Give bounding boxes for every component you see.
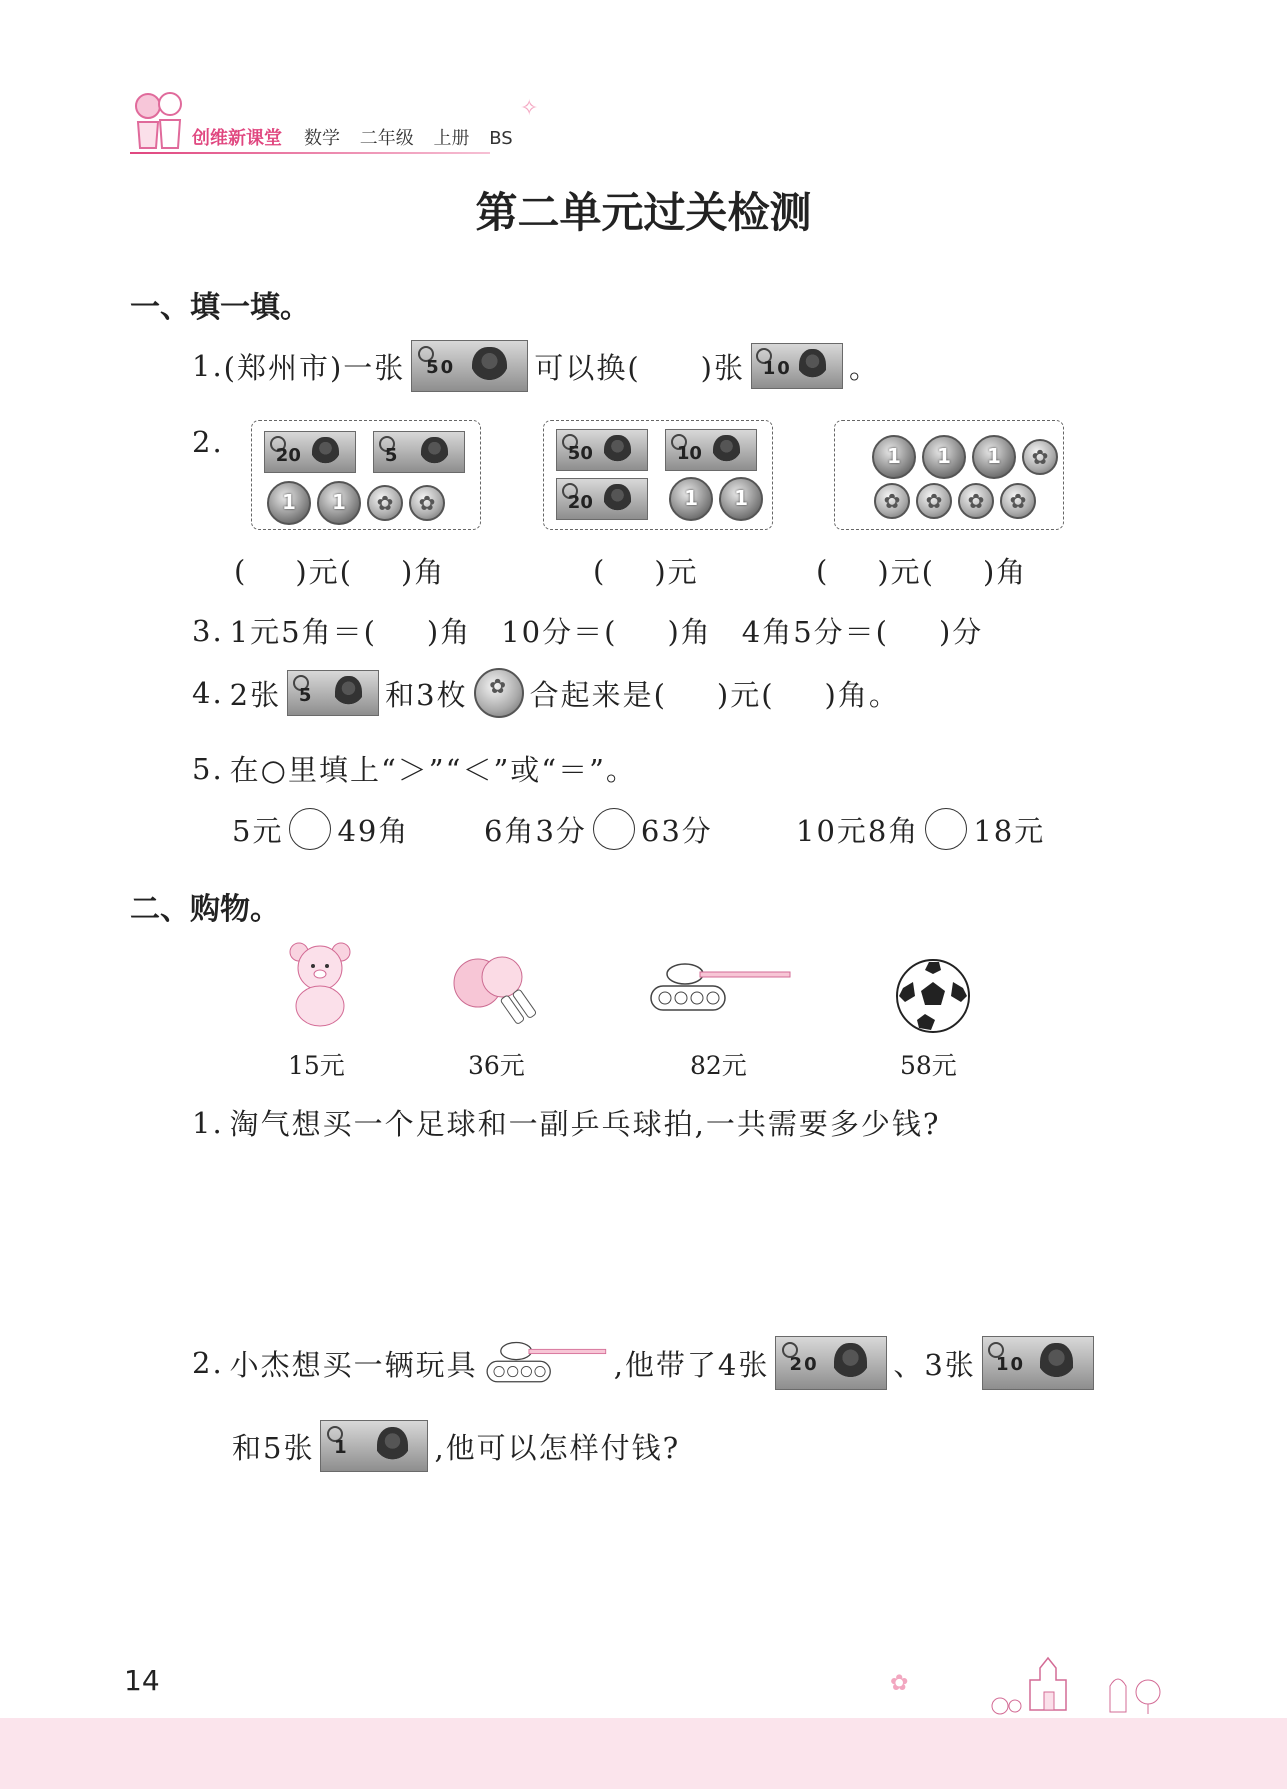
five-yuan-note-icon: 5: [373, 431, 465, 473]
section1-heading: 一、填一填。: [130, 290, 310, 325]
ping-pong-paddles-icon: [452, 955, 542, 1034]
one-jiao-coin-icon: [916, 483, 952, 519]
toy-tank-icon: [482, 1335, 610, 1391]
toy-tank-icon: [645, 958, 795, 1022]
q1-text-c: )张: [700, 350, 745, 385]
header-subject: 数学: [304, 128, 340, 149]
price-soccer-ball: 58元: [900, 1051, 957, 1080]
q2-box-2: [543, 420, 773, 530]
q2-number: 2.: [192, 425, 224, 459]
header-edition: BS: [489, 128, 513, 149]
q3-line: 3. 1元5角＝( )角 10分＝( )角 4角5分＝( )分: [192, 613, 984, 649]
q2-answer-2: ( )元: [593, 553, 699, 589]
q2-answer-1: ( )元( )角: [234, 553, 446, 589]
compare-circle-2[interactable]: [593, 808, 635, 850]
one-jiao-coin-icon: [874, 483, 910, 519]
footer-band: [0, 1718, 1287, 1789]
q5-number: 5.: [192, 751, 224, 786]
one-jiao-coin-icon: [474, 668, 524, 718]
q1-number: 1.: [192, 349, 224, 383]
header-volume: 上册: [433, 128, 470, 149]
q5-line: 5. 在○里填上“＞”“＜”或“＝”。: [192, 751, 637, 787]
one-yuan-coin-icon: 1: [267, 481, 311, 525]
s2-q2-number: 2.: [192, 1346, 224, 1380]
header-grade: 二年级: [359, 128, 414, 149]
header-info: [304, 124, 513, 150]
fifty-yuan-note-icon: 50: [556, 429, 648, 471]
q5-compare-1: 5元 49角: [232, 808, 409, 850]
s2-q1-number: 1.: [192, 1105, 224, 1140]
teddy-bear-icon: [285, 940, 355, 1034]
fifty-yuan-note-icon: 50: [411, 340, 528, 392]
s2-q1-line: 1. 淘气想买一个足球和一副乒乓球拍,一共需要多少钱?: [192, 1105, 941, 1141]
brand-name: 创维新课堂: [192, 128, 282, 149]
five-yuan-note-icon: 5: [287, 670, 379, 716]
q3-number: 3.: [192, 613, 224, 648]
section2-heading: 二、购物。: [130, 892, 280, 927]
q4-line: 4. 2张 5 和3枚 ✿ 合起来是( )元( )角。: [192, 668, 900, 718]
twenty-yuan-note-icon: 20: [556, 478, 648, 520]
q5-compare-2: 6角3分 63分: [484, 808, 713, 850]
one-yuan-note-icon: 1: [320, 1420, 428, 1472]
header-logo: [128, 88, 188, 154]
header-star-icon: ✧: [520, 96, 539, 121]
q2-box-1: [251, 420, 481, 530]
twenty-yuan-note-icon: 20: [775, 1336, 887, 1390]
page-number: 14: [124, 1664, 160, 1697]
one-jiao-coin-icon: [958, 483, 994, 519]
kids-logo-icon: [128, 88, 188, 154]
one-yuan-coin-icon: 1: [922, 435, 966, 479]
svg-text:✿: ✿: [890, 1671, 909, 1696]
compare-circle-3[interactable]: [925, 808, 967, 850]
ten-yuan-note-icon: 10: [665, 429, 757, 471]
one-yuan-coin-icon: 1: [719, 477, 763, 521]
twenty-yuan-note-icon: 20: [264, 431, 356, 473]
one-jiao-coin-icon: [409, 485, 445, 521]
q5-compare-3: 10元8角 18元: [796, 808, 1045, 850]
q1-text-b: 可以换(: [534, 350, 641, 385]
q2-answer-3: ( )元( )角: [816, 553, 1028, 589]
one-jiao-coin-icon: [1022, 439, 1058, 475]
ten-yuan-note-icon: 10: [982, 1336, 1094, 1390]
one-jiao-coin-icon: [1000, 483, 1036, 519]
one-yuan-coin-icon: 1: [972, 435, 1016, 479]
one-yuan-coin-icon: 1: [669, 477, 713, 521]
footer-castle-icon: [880, 1650, 1170, 1724]
soccer-ball-icon: [895, 958, 971, 1038]
compare-circle-1[interactable]: [289, 808, 331, 850]
q1-line: [192, 340, 880, 392]
s2-q2-line-1: 2. 小杰想买一辆玩具 ,他带了4张 20 、3张 10: [192, 1335, 1100, 1391]
one-jiao-coin-icon: [367, 485, 403, 521]
price-toy-tank: 82元: [690, 1051, 747, 1080]
price-ping-pong: 36元: [468, 1051, 525, 1080]
page-title: 第二单元过关检测: [475, 188, 812, 237]
one-yuan-coin-icon: 1: [317, 481, 361, 525]
q2-box-3: [834, 420, 1064, 530]
price-teddy-bear: 15元: [288, 1051, 345, 1080]
q1-text-a: (郑州市)一张: [223, 350, 406, 385]
q1-text-d: 。: [848, 350, 880, 385]
header-divider: [130, 152, 490, 154]
ten-yuan-note-icon: 10: [751, 343, 843, 389]
q4-number: 4.: [192, 676, 224, 710]
s2-q2-line-2: 和5张 1 ,他可以怎样付钱?: [232, 1420, 680, 1472]
one-yuan-coin-icon: 1: [872, 435, 916, 479]
